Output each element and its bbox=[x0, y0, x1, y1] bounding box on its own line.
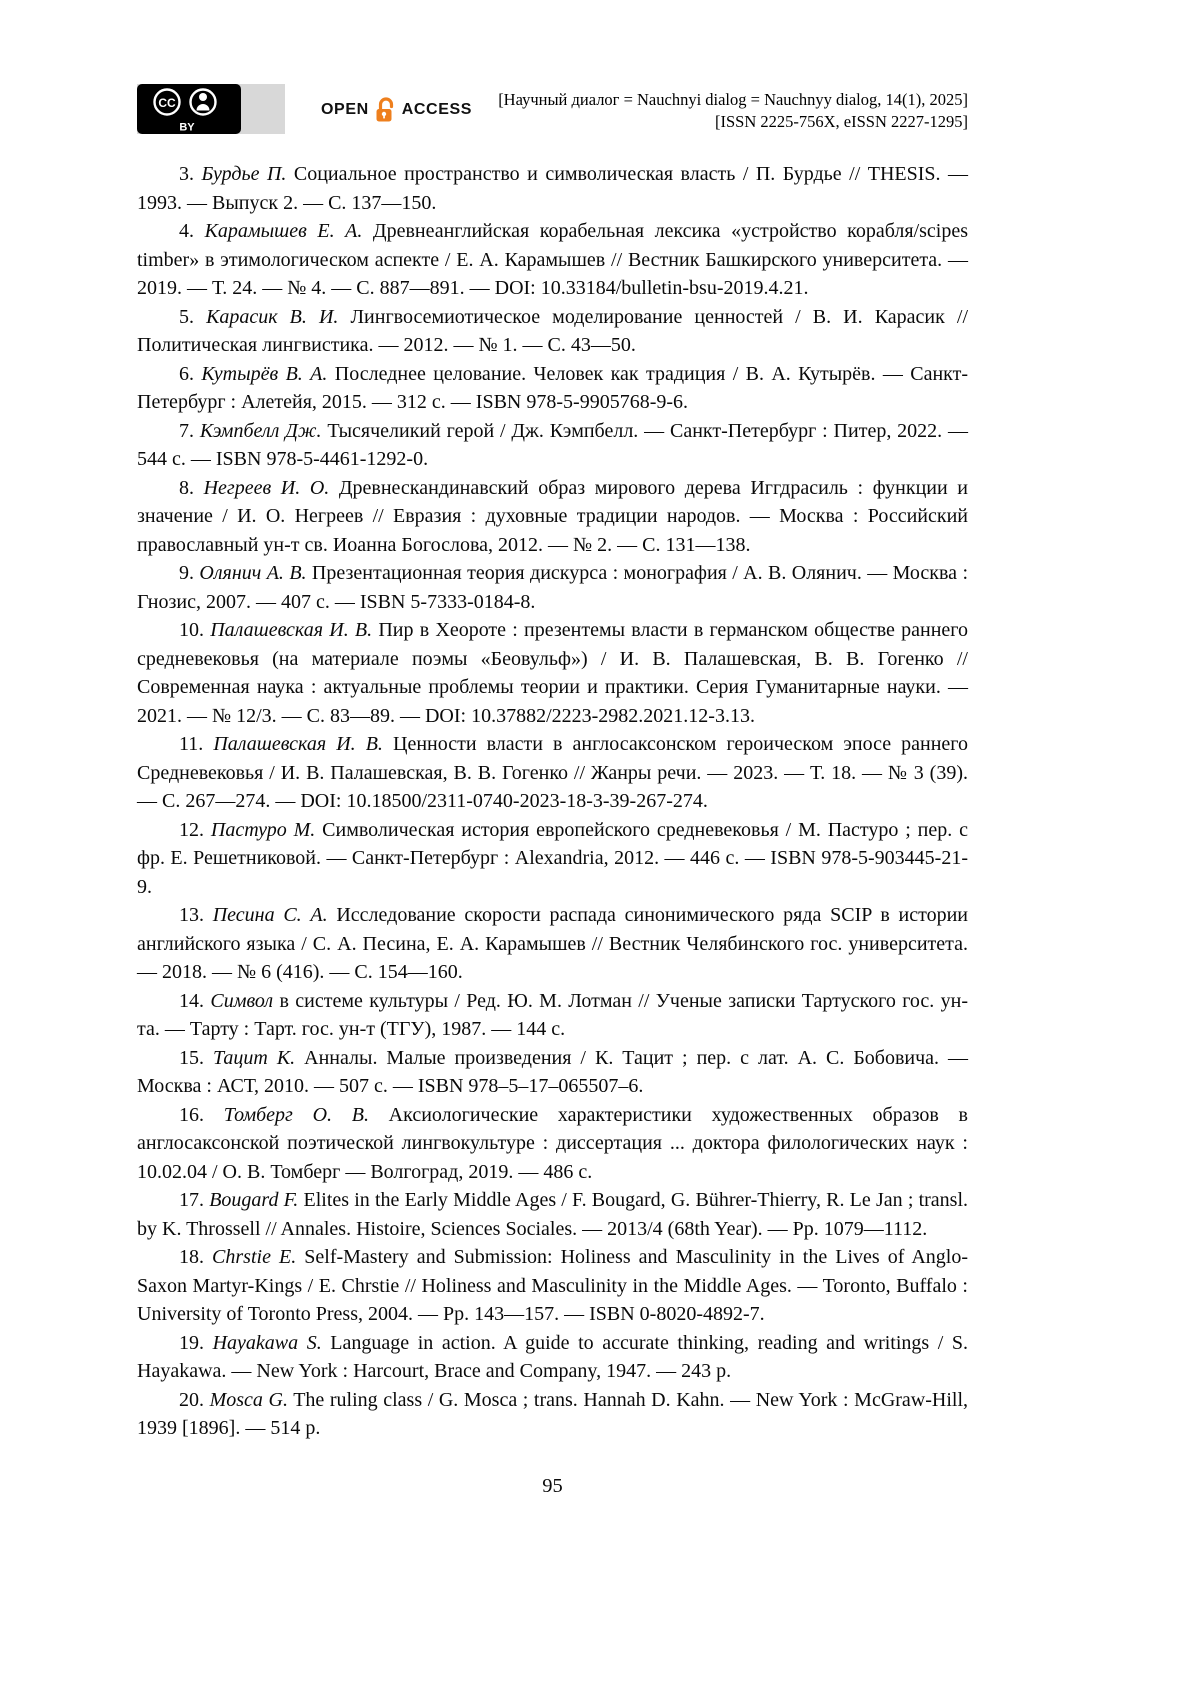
reference-author: Тацит К. bbox=[213, 1046, 296, 1069]
reference-text: Ценности власти в англосаксонском героическом эпосе раннего Средневековья / И. В. Палашевская, В. В. Гогенко // Жанры речи. — 2023. — Т. 18. — № 3 (39). — С. 267—274. — DOI: 10.18500/2311-0740-2023-18-3-39-267-274. bbox=[137, 733, 969, 812]
cc-by-icon bbox=[137, 84, 241, 134]
reference-author: Кутырёв В. А. bbox=[201, 362, 328, 385]
reference-number: 11. bbox=[179, 733, 204, 755]
reference-item bbox=[137, 217, 968, 303]
reference-text: Древнескандинавский образ мирового дерева Иггдрасиль : функции и значение / И. О. Негреев // Евразия : духовные традиции народов. — Москва : Российский православный ун-т св. Иоанна Богослова, 2012. — № 2. — С. 131—138. bbox=[137, 476, 968, 556]
reference-text: Социальное пространство и символическая власть / П. Бурдье // THESIS. — 1993. — Выпуск 2. — С. 137—150. bbox=[137, 163, 969, 214]
reference-text: Elites in the Early Middle Ages / F. Bougard, G. Bührer-Thierry, R. Le Jan ; transl. by K. Throssell // Annales. Histoire, Sciences Sociales. — 2013/4 (68th Year). — Pp. 1079—1112. bbox=[137, 1189, 969, 1240]
reference-text: Символическая история европейского средневековья / М. Пастуро ; пер. с фр. Е. Решетниковой. — Санкт-Петербург : Alexandria, 2012. — 446 с. — ISBN 978-5-903445-21-9. bbox=[137, 818, 969, 898]
reference-item bbox=[137, 160, 968, 217]
reference-item bbox=[137, 987, 968, 1044]
reference-number: 15. bbox=[179, 1046, 204, 1069]
reference-item bbox=[137, 1243, 968, 1329]
reference-item bbox=[137, 417, 968, 474]
reference-text: The ruling class / G. Mosca ; trans. Hannah D. Kahn. — New York : McGraw-Hill, 1939 [1896]. — 514 p. bbox=[137, 1388, 969, 1439]
reference-number: 8. bbox=[179, 476, 194, 499]
open-access-word-access: ACCESS bbox=[401, 101, 473, 118]
reference-number: 9. bbox=[179, 562, 194, 584]
reference-number: 19. bbox=[179, 1331, 204, 1354]
reference-item bbox=[137, 360, 968, 417]
reference-number: 14. bbox=[179, 989, 204, 1012]
reference-item bbox=[137, 1186, 968, 1243]
reference-number: 7. bbox=[179, 419, 194, 442]
reference-text: Последнее целование. Человек как традиция / В. А. Кутырёв. — Санкт-Петербург : Алетейя, 2015. — 312 с. — ISBN 978-5-9905768-9-6. bbox=[137, 362, 969, 413]
cc-by-label: BY bbox=[179, 121, 195, 134]
reference-author: Символ bbox=[210, 989, 274, 1012]
references-list bbox=[137, 160, 968, 1443]
reference-number: 16. bbox=[179, 1103, 204, 1126]
reference-item bbox=[137, 303, 968, 360]
reference-number: 12. bbox=[179, 818, 204, 841]
reference-author: Карамышев Е. А. bbox=[204, 220, 363, 242]
reference-author: Mosca G. bbox=[209, 1388, 288, 1411]
reference-text: Исследование скорости распада синонимического ряда SCIP в истории английского языка / С. А. Песина, Е. А. Карамышев // Вестник Челябинского гос. университета. — 2018. — № 6 (416). — С. 154—160. bbox=[137, 904, 968, 983]
journal-title-line: [Научный диалог = Nauchnyi dialog = Nauchnyy dialog, 14(1), 2025] bbox=[498, 90, 968, 109]
person-icon bbox=[199, 93, 207, 101]
reference-author: Песина С. А. bbox=[212, 904, 328, 926]
reference-number: 3. bbox=[179, 163, 194, 185]
reference-author: Bougard F. bbox=[209, 1189, 299, 1211]
reference-author: Палашевская И. В. bbox=[213, 733, 383, 755]
reference-text: Древнеанглийская корабельная лексика «устройство корабля/scipes timber» в этимологическом аспекте / Е. А. Карамышев // Вестник Башкирского университета. — 2019. — Т. 24. — № 4. — С. 887—891. — DOI: 10.33184/bulletin-bsu-2019.4.21. bbox=[137, 220, 969, 299]
reference-author: Бурдье П. bbox=[201, 163, 287, 185]
open-access-word-open: OPEN bbox=[321, 101, 369, 118]
reference-item bbox=[137, 816, 968, 902]
reference-text: Анналы. Малые произведения / К. Тацит ; пер. с лат. А. С. Бобовича. — Москва : АСТ, 2010. — 507 с. — ISBN 978–5–17–065507–6. bbox=[137, 1046, 969, 1097]
reference-item bbox=[137, 1044, 968, 1101]
reference-text: Тысячеликий герой / Дж. Кэмпбелл. — Санкт-Петербург : Питер, 2022. — 544 с. — ISBN 978-5-4461-1292-0. bbox=[137, 419, 969, 470]
reference-author: Карасик В. И. bbox=[206, 305, 339, 328]
reference-author: Олянич А. В. bbox=[199, 562, 307, 584]
reference-item bbox=[137, 901, 968, 987]
reference-item bbox=[137, 730, 968, 816]
page-header bbox=[137, 84, 968, 134]
reference-number: 18. bbox=[179, 1246, 204, 1268]
journal-issn-line: [ISSN 2225-756X, eISSN 2227-1295] bbox=[715, 111, 968, 131]
reference-text: в системе культуры / Ред. Ю. М. Лотман // Ученые записки Тартуского гос. ун-та. — Тарту : Тарт. гос. ун-т (ТГУ), 1987. — 144 с. bbox=[137, 989, 969, 1040]
reference-number: 6. bbox=[179, 362, 194, 385]
reference-text: Пир в Хеороте : презентемы власти в германском обществе раннего средневековья (на материале поэмы «Беовульф») / И. В. Палашевская, В. В. Гогенко // Современная наука : актуальные проблемы теории и практики. Серия Гуманитарные науки. — 2021. — № 12/3. — С. 83—89. — DOI: 10.37882/2223-2982.2021.12-3.13. bbox=[137, 619, 969, 727]
reference-number: 17. bbox=[179, 1189, 204, 1211]
reference-text: Language in action. A guide to accurate thinking, reading and writings / S. Hayakawa. — New York : Harcourt, Brace and Company, 1947. — 243 p. bbox=[137, 1331, 969, 1382]
page-number: 95 bbox=[542, 1474, 563, 1497]
reference-author: Chrstie E. bbox=[212, 1246, 297, 1268]
reference-text: Аксиологические характеристики художественных образов в англосаксонской поэтической лингвокультуре : диссертация ... доктора филологических наук : 10.02.04 / О. В. Томберг — Волгоград, 2019. — 486 с. bbox=[137, 1103, 968, 1183]
reference-author: Кэмпбелл Дж. bbox=[199, 419, 322, 442]
reference-item bbox=[137, 559, 968, 616]
reference-item bbox=[137, 1329, 968, 1386]
reference-author: Томберг О. В. bbox=[223, 1103, 369, 1126]
reference-item bbox=[137, 474, 968, 560]
reference-number: 10. bbox=[179, 619, 204, 641]
reference-item bbox=[137, 1386, 968, 1443]
reference-number: 20. bbox=[179, 1388, 204, 1411]
reference-item bbox=[137, 616, 968, 730]
reference-text: Self-Mastery and Submission: Holiness and Masculinity in the Lives of Anglo-Saxon Martyr-Kings / E. Chrstie // Holiness and Masculinity in the Middle Ages. — Toronto, Buffalo : University of Toronto Press, 2004. — Pp. 143—157. — ISBN 0-8020-4892-7. bbox=[137, 1246, 968, 1325]
reference-text: Лингвосемиотическое моделирование ценностей / В. И. Карасик // Политическая лингвистика. — 2012. — № 1. — С. 43—50. bbox=[137, 305, 969, 356]
reference-text: Презентационная теория дискурса : монография / А. В. Олянич. — Москва : Гнозис, 2007. — 407 с. — ISBN 5-7333-0184-8. bbox=[137, 562, 968, 613]
reference-author: Негреев И. О. bbox=[203, 476, 330, 499]
cc-by-badge bbox=[137, 84, 285, 134]
cc-icon: CC bbox=[158, 96, 176, 110]
reference-number: 4. bbox=[179, 220, 194, 242]
reference-author: Hayakawa S. bbox=[212, 1331, 322, 1354]
reference-author: Палашевская И. В. bbox=[210, 619, 373, 641]
reference-author: Пастуро М. bbox=[210, 818, 316, 841]
reference-number: 13. bbox=[179, 904, 204, 926]
open-access-logo bbox=[321, 96, 472, 124]
reference-number: 5. bbox=[179, 305, 194, 328]
journal-info bbox=[472, 84, 968, 132]
open-lock-icon bbox=[374, 96, 397, 124]
reference-item bbox=[137, 1101, 968, 1187]
